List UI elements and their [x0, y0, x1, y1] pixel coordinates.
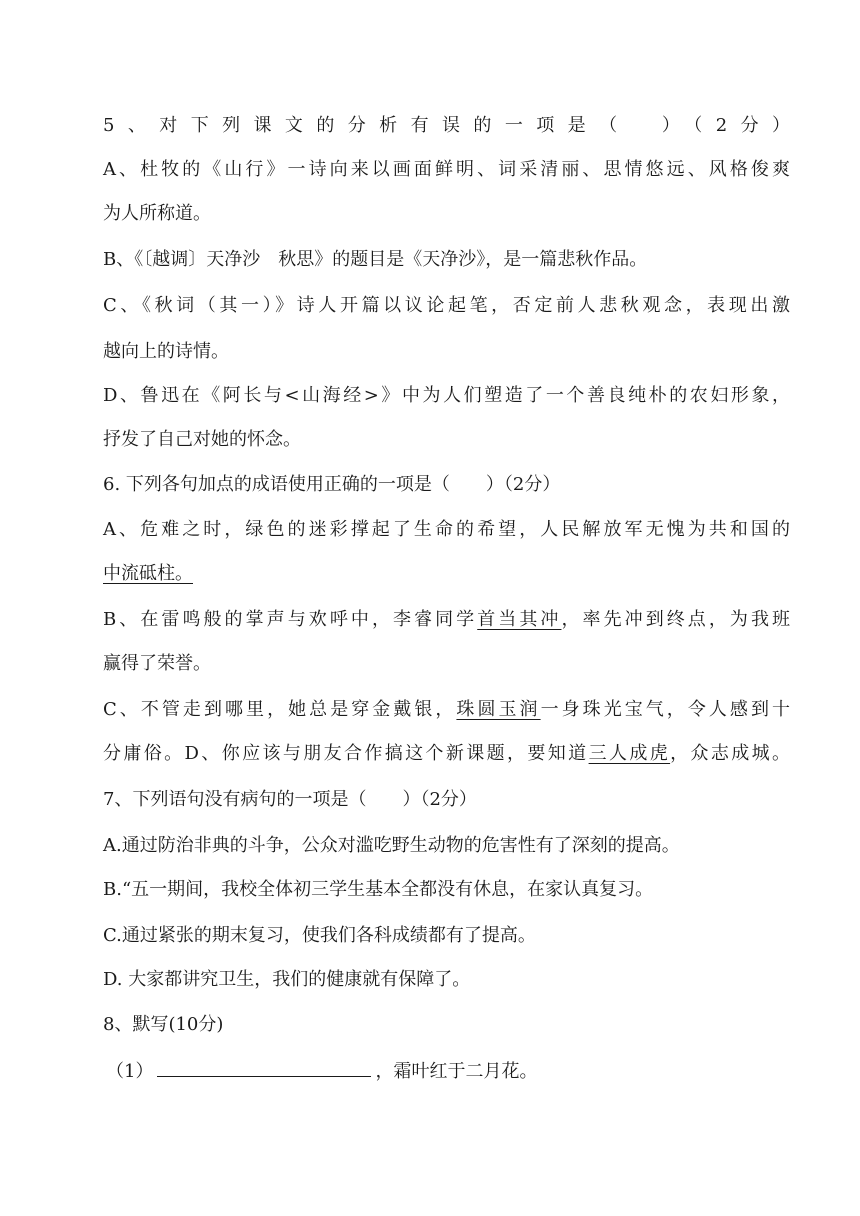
q6-option-cd-line2	[103, 742, 790, 766]
q5-option-a-line2: 为人所称道。	[103, 203, 211, 224]
q5-option-b: B、《〔越调〕天净沙 秋思》的题目是《天净沙》，是一篇悲秋作品。	[103, 249, 648, 270]
question-6-stem: 6. 下列各句加点的成语使用正确的一项是（ ）（2分）	[103, 474, 561, 495]
q6-option-c-text-end: 一身珠光宝气，令人感到十	[540, 699, 790, 720]
q6-option-c-line1	[103, 698, 790, 722]
q7-option-a: A.通过防治非典的斗争，公众对滥吃野生动物的危害性有了深刻的提高。	[103, 835, 680, 856]
q5-option-c-line1: C、《秋词（其一）》诗人开篇以议论起笔，否定前人悲秋观念，表现出激	[103, 295, 790, 316]
q6-idiom-b: 首当其冲	[477, 609, 562, 630]
q8-item-1	[106, 1058, 790, 1084]
q6-option-c-text: C、不管走到哪里，她总是穿金戴银，	[103, 699, 457, 720]
q6-option-b-line2: 赢得了荣誉。	[103, 653, 211, 674]
q6-option-b-text-end: ，率先冲到终点，为我班	[561, 609, 791, 630]
q6-option-a-line2	[103, 562, 790, 586]
q6-idiom-d: 三人成虎	[588, 743, 671, 764]
q5-option-c-line2: 越向上的诗情。	[103, 341, 229, 362]
q6-option-d-text: 分庸俗。D、你应该与朋友合作搞这个新课题，要知道	[103, 743, 589, 764]
question-8-stem: 8、默写(10分)	[103, 1014, 224, 1035]
question-7-stem: 7、下列语句没有病句的一项是（ ）（2分）	[103, 789, 477, 810]
q7-option-b: B.“五一期间，我校全体初三学生基本全都没有休息，在家认真复习。	[103, 879, 654, 900]
q5-option-d-line2: 抒发了自己对她的怀念。	[103, 429, 301, 450]
q6-option-d-text-end: ，众志成城。	[670, 743, 791, 764]
q6-idiom-c: 珠圆玉润	[456, 699, 541, 720]
q6-option-b-line1	[103, 608, 790, 632]
q5-option-a-line1: A、杜牧的《山行》一诗向来以画面鲜明、词采清丽、思情悠远、风格俊爽	[103, 159, 790, 180]
q6-option-b-text: B、在雷鸣般的掌声与欢呼中，李睿同学	[103, 609, 478, 630]
q6-idiom-a: 中流砥柱。	[103, 563, 193, 584]
q7-option-d: D. 大家都讲究卫生，我们的健康就有保障了。	[103, 969, 471, 990]
fill-in-blank[interactable]	[157, 1058, 371, 1077]
q7-option-c: C.通过紧张的期末复习，使我们各科成绩都有了提高。	[103, 925, 536, 946]
q8-item-1-number: （1）	[106, 1061, 154, 1082]
q5-option-d-line1: D、鲁迅在《阿长与<山海经>》中为人们塑造了一个善良纯朴的农妇形象，	[103, 385, 790, 406]
q6-option-a-line1: A、危难之时，绿色的迷彩撑起了生命的希望，人民解放军无愧为共和国的	[103, 519, 790, 540]
q8-item-1-text: ，霜叶红于二月花。	[375, 1061, 538, 1082]
question-5-stem: 5、对下列课文的分析有误的一项是（ ）（2分）	[103, 115, 790, 136]
